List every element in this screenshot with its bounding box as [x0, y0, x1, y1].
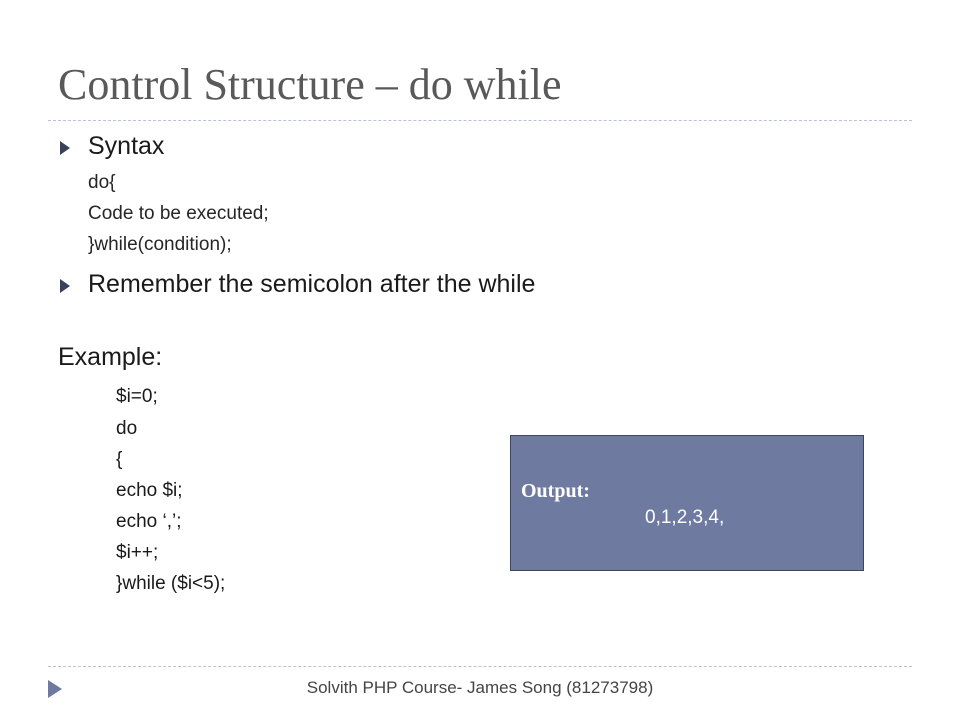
triangle-bullet-icon: [60, 141, 70, 155]
bullet-syntax: Syntax: [88, 132, 165, 160]
syntax-line: }while(condition);: [88, 234, 232, 255]
code-line: $i=0;: [116, 386, 158, 407]
code-line: $i++;: [116, 542, 159, 563]
code-line: do: [116, 418, 138, 439]
syntax-line: Code to be executed;: [88, 203, 269, 224]
code-line: {: [116, 449, 123, 470]
code-line: echo ‘,’;: [116, 511, 182, 532]
syntax-line: do{: [88, 172, 116, 193]
footer-text: Solvith PHP Course- James Song (81273798): [306, 678, 654, 697]
footer-divider: [48, 666, 912, 667]
output-box: [510, 435, 864, 571]
output-value: 0,1,2,3,4,: [645, 507, 725, 528]
output-label: Output:: [521, 480, 590, 502]
bullet-remember-semicolon: Remember the semicolon after the while: [88, 270, 536, 298]
title-divider: [48, 120, 912, 121]
code-line: echo $i;: [116, 480, 183, 501]
example-label: Example:: [58, 343, 163, 371]
slide-title: Control Structure – do while: [58, 60, 562, 109]
triangle-bullet-icon: [60, 279, 70, 293]
code-line: }while ($i<5);: [116, 573, 226, 594]
